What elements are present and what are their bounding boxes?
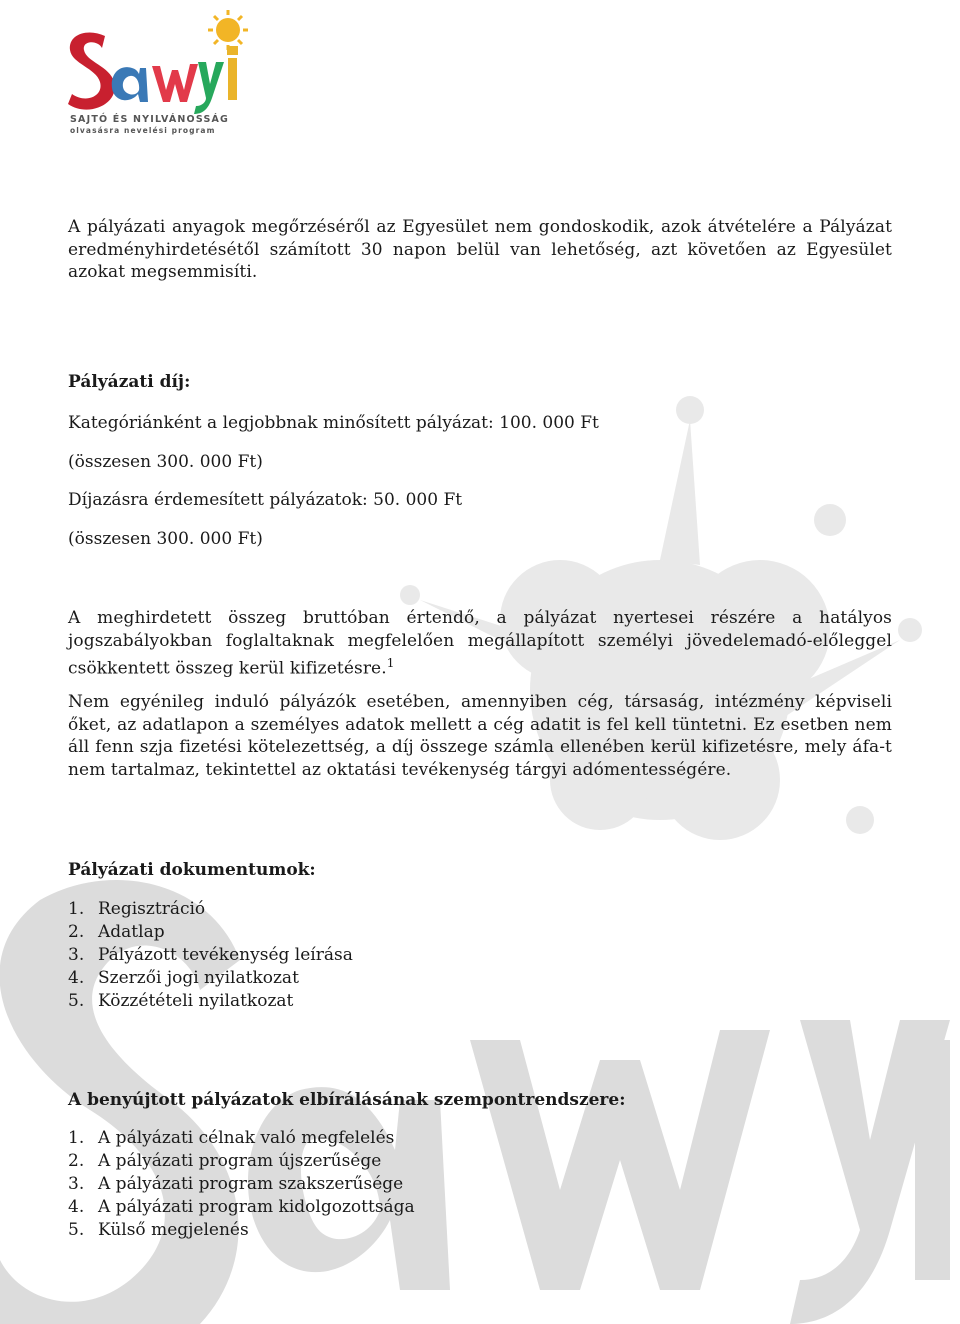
list-item-text: A pályázati program újszerűsége xyxy=(98,1151,382,1171)
prize-line-4-wrap xyxy=(68,528,892,550)
intro-paragraph: A pályázati anyagok megőrzéséről az Egyesület nem gondoskodik, azok átvételére a Pályázat eredményhirdetésétől számított 30 napon belül van lehetőség, azt követően az Egyesület azokat megsemmisíti. xyxy=(68,217,892,282)
criteria-heading: A benyújtott pályázatok elbírálásának szempontrendszere: xyxy=(68,1090,626,1110)
documents-heading: Pályázati dokumentumok: xyxy=(68,860,316,880)
list-item-text: Szerzői jogi nyilatkozat xyxy=(98,968,299,988)
prize-line-3-wrap xyxy=(68,489,892,511)
list-item-text: Regisztráció xyxy=(98,899,206,919)
list-item xyxy=(68,990,892,1013)
list-item-text: Külső megjelenés xyxy=(98,1220,249,1240)
intro-section xyxy=(68,216,892,284)
list-item xyxy=(68,898,892,921)
gross-note-section xyxy=(68,607,892,680)
list-item xyxy=(68,1173,892,1196)
logo-image xyxy=(60,8,260,138)
prize-line-3: Díjazásra érdemesített pályázatok: 50. 000 Ft xyxy=(68,490,463,510)
sun-icon xyxy=(208,10,248,50)
list-item-text: A pályázati célnak való megfelelés xyxy=(98,1128,395,1148)
list-item xyxy=(68,1127,892,1150)
documents-list xyxy=(68,898,892,1013)
list-item-text: Adatlap xyxy=(98,922,165,942)
sanyi-logo xyxy=(60,8,260,138)
documents-section xyxy=(68,860,892,880)
org-note-section xyxy=(68,691,892,781)
org-note-paragraph: Nem egyénileg induló pályázók esetében, amennyiben cég, társaság, intézmény képviseli őket, az adatlapon a személyes adatok mellett a cég adatit is fel kell tüntetni. Ez esetben nem áll fenn szja fizetési kötelezettség, a díj összege számla ellenében kerül kifizetésre, mely áfa-t nem tartalmaz, tekintettel az oktatási tevékenység tárgyi adómentességére. xyxy=(68,692,892,780)
criteria-section xyxy=(68,1090,892,1110)
list-item-number: 2. xyxy=(68,1151,85,1171)
list-item-number: 5. xyxy=(68,991,85,1011)
list-item xyxy=(68,944,892,967)
prize-line-2-wrap xyxy=(68,451,892,473)
list-item xyxy=(68,967,892,990)
gross-note-text: A meghirdetett összeg bruttóban értendő, a pályázat nyertesei részére a hatályos jogszabályokban foglaltaknak megfelelően megállapított személyi jövedelemadó-előleggel csökkentett összeg kerül kifizetésre. xyxy=(68,608,892,679)
list-item xyxy=(68,1150,892,1173)
criteria-list-wrap xyxy=(68,1127,892,1242)
list-item-number: 3. xyxy=(68,945,85,965)
list-item-text: A pályázati program szakszerűsége xyxy=(98,1174,404,1194)
documents-list-wrap xyxy=(68,898,892,1013)
list-item-number: 3. xyxy=(68,1174,85,1194)
prize-line-1-wrap xyxy=(68,412,892,434)
list-item-number: 1. xyxy=(68,1128,85,1148)
prize-line-4: (összesen 300. 000 Ft) xyxy=(68,529,263,549)
list-item-number: 1. xyxy=(68,899,85,919)
prize-line-1: Kategóriánként a legjobbnak minősített pályázat: 100. 000 Ft xyxy=(68,413,599,433)
list-item-text: Közzétételi nyilatkozat xyxy=(98,991,294,1011)
list-item-text: Pályázott tevékenység leírása xyxy=(98,945,353,965)
criteria-list xyxy=(68,1127,892,1242)
list-item xyxy=(68,1196,892,1219)
list-item-text: A pályázati program kidolgozottsága xyxy=(98,1197,415,1217)
list-item xyxy=(68,1219,892,1242)
prize-line-2: (összesen 300. 000 Ft) xyxy=(68,452,263,472)
list-item xyxy=(68,921,892,944)
list-item-number: 2. xyxy=(68,922,85,942)
logo-tagline-2: olvasásra nevelési program xyxy=(70,126,216,135)
list-item-number: 4. xyxy=(68,1197,85,1217)
list-item-number: 4. xyxy=(68,968,85,988)
prize-section xyxy=(68,372,892,392)
prize-heading: Pályázati díj: xyxy=(68,372,191,392)
list-item-number: 5. xyxy=(68,1220,85,1240)
gross-note-paragraph xyxy=(68,607,892,680)
logo-tagline-1: SAJTÓ ÉS NYILVÁNOSSÁG xyxy=(70,114,230,125)
footnote-mark: 1 xyxy=(386,656,395,670)
